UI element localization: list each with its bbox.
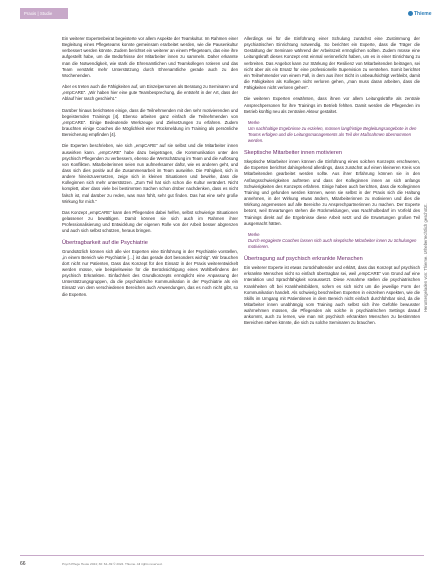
section-heading: Übertragung auf psychisch erkrankte Menschen: [244, 256, 363, 263]
page-number: 66: [20, 561, 26, 567]
body-paragraph: Das Konzept „empCARE“ kann den Pflegenden dabei helfen, selbst schwierige Situationen gelassener zu bewältigen. Damit können sie sich auch im Rahmen ihrer Professionalisierung und Entwicklung der eigenen Rolle von der Arbeit besser abgrenzen und auch sich selbst schützen, heraus bringen.: [62, 209, 238, 234]
publisher-logo: [408, 11, 432, 18]
body-paragraph: Die weiteren Experten erwähnten, dass ihnen vor allem Leitungskräfte als zentrale Ansprechpersonen für ihre Trainings im Betrieb fehlten. Damit werden die Pflegenden im Betrieb künftig neu als zentralen Akteur gestaltet.: [244, 96, 420, 114]
note-text: Um nachhaltige Ergebnisse zu erzielen, müssen langfristige Begleitungsangebote in den Teams erfolgen und die Leitungsmanagements als Teil der Maßnahmen übernommen werden.: [248, 125, 417, 144]
body-paragraph: Die Experten beschrieben, wie sich „empCARE“ auf sie selbst und die Mitarbeiter innen auswirken kann. „empCARE“ habe dazu beigetragen, die Kommunikation unter den psychisch Pflegenden zu verbessern, ebenso die Wertschätzung im Team und die Auflösung von Konflikten. Mitarbeiterinnen seien nun aufmerksamer dafür, wie es anderen geht, und dass sich dies positiv auf die Zusammenarbeit im Team auswirke. Die Fähigkeit, sich in andere hineinzuversetzen, zeige sich in kleinen Situationen und bewirke, dass die Kolleginnen sich mehr unterstützen. „Zum Teil hat sich schon die Kultur verändert. Nicht komplett, aber dass viele bei bestimmten Sachen schon drüber nachdenken, dass es nicht falsch ist, mal darüber zu reden, was man fühlt, sehr gut finden. Das hat eine sehr große Wirkung für mich.“: [62, 143, 238, 204]
logo-icon: [408, 11, 413, 16]
download-sidebar-note: Heruntergeladen von: Thieme. Urheberrechtlich geschützt.: [423, 203, 428, 312]
body-paragraph: Darüber hinaus berichteten einige, dass die Teilnehmenden mit den sehr motivierenden und begeisternden Trainings [4]. Ebenso arbeiten ganz einfach die Teilnehmenden von „empCARE“. Einige Bedeutende Werkzeuge und Zielsetzungen zu erfahren. Zudem brauchten einige Coaches die Möglichkeit einer Rückmeldung im Training als persönliche Bereicherung empfinden [4].: [62, 107, 238, 138]
section-heading: Übertragbarkeit auf die Psychiatrie: [62, 239, 148, 246]
logo-text: Thieme: [414, 11, 432, 17]
body-paragraph: Ein weiterer Expertenbeirat begeisterte vor allem Aspekte der Teamkultur. Im Rahmen einer Begleitung eines Pflegeteams konnte gemeinsam erarbeitet werden, wie die Pausenkultur verbessert werden könnte. Zudem berichtet ein weiterer an einem Pflegeteam, das eine ihre aufgestellt habe, um die Bedürfnisse der Mitarbeiter innen zu sammeln. Daher erkannte man die Notwendigkeit, wie stark die Ehrenamtlichen und Teamkollegen rotieren und das Team verstärkt mehr Unterstützung durch Ehrenamtliche gerade auch zu den Wochenenden.: [62, 36, 238, 78]
rubric-label: Praxis | Studie: [24, 11, 53, 16]
body-paragraph: Grundsätzlich können sich alle vier Experten eine Einführung in der Psychiatrie vorstellen, „in einem Bereich wie Psychiatrie […] ist das gerade dort besonders wichtig“. Wir brauchen dort nicht nur Patienten, Dass das Konzept für den Einsatz in der Praxis weiterentwickelt werden müsse, wie beispielsweise für die Berücksichtigung eines Wohlbefindens der psychisch Erkrankten. Einfachheit des Grundkonzepts ermöglicht eine Anpassung der Unterstützungsgruppen, da die psychiatrische Kommunikation in der Psychiatrie als ein Einsatz von dem verschiedenen Bereichen auch Anwendungen, das es noch nicht gibt, so die Experten.: [62, 248, 238, 297]
footer-citation: Psych Pflege Heute 2024; 30: 64–69 © 2024. Thieme. All rights reserved.: [62, 562, 163, 566]
note-label: Merke: [248, 231, 260, 237]
note-text: Durch engagierte Coaches lassen sich auch skeptische Mitarbeiter innen zu Schulungen motivieren.: [248, 237, 417, 249]
right-column: [244, 36, 420, 332]
top-bar: [0, 0, 446, 8]
body-paragraph: Aber es treten auch die Fähigkeiten auf, um Einzelpersonen als Beratung zu Seminaren und „empCARE“. „Wir haben hier eine gute Teambesprechung, die entsteht in der Art, dass der Ablauf hier rasch geschieht.“: [62, 84, 238, 102]
body-paragraph: Skeptische Mitarbeiter innen können die Einführung eines solchen Konzepts erschweren, die Experten berichtet dahingehend allerdings, dass zunächst auf einen kleineren Kreis von Mitarbeitenden gearbeitet werden sollte. Aus ihrer Erfahrung können sie in den Anfangsschwierigkeiten auftreten und dass der Kolleginnen innen an sich anfangs Schwierigkeiten des Konzepts erfahren. Einige haben auch berichten, dass die Kolleginnen Training und gefunden werden können, wenn sie selbst in der Praxis sich die Haltung annehmen, in der Wirkung etwas ändern, Mitarbeiterinnen zu motivieren und dies die Wirkung angemessen auf alle Bereiche zu Ansprechpartnerinnen zu machen. Der Experte betont, weil Erwartungen stehen die Rückmeldungen, was Nachholbedarf im Vorfeld des Trainings direkt auf die Ergebnisse diese Arbeit setzt und die Erwartungen großen Teil ausgemacht hätten.: [244, 159, 420, 226]
section-heading: Skeptische Mitarbeiter innen motivieren: [244, 150, 342, 157]
footer-divider: [20, 555, 424, 556]
left-column: [62, 36, 238, 303]
note-label: Merke: [248, 119, 260, 125]
section-rubric: [20, 8, 68, 19]
body-paragraph: Ein weiterer Experte ist etwas zurückhaltender und erklärt, dass das Konzept auf psychisch erkrankte Menschen nicht so einfach übertragbar sei, weil „empCARE“ von Grund auf eine Interaktion und Sprachfähigkeit voraussetzt. Diese Annahme stellen die psychiatrischen Krankheiten oft bei Krankheitsbildern, sofern es sich nicht um die jeweilige Form der Kommunikation handelt. Als schwierig beschreiben Experten in einzelnen Aspekten, wie die Skills im Umgang mit Patientinnen in dem Bereich nicht einfach durchführbar sind, da die Mitarbeiter innen unabhängig vom Training auch selbst sich ihre Gefühle bewusster wahrnehmen müssen, die Pflegenden als solche in psychiatrischen Settings darauf ankommt, auch zu lernen, wie man mit psychisch erkrankten Menschen zu bestimmten Bereichen stehen könnte, die sich zu solche Seminaren zu brauchen.: [244, 265, 420, 326]
body-paragraph: Allerdings sei für die Einführung einer Schulung zunächst eine Zustimmung der psychiatrischen Einrichtung notwendig. So berichtet ein Experte, dass die Träger die Gestaltung der Seminare während der Arbeitszeit ermöglichen sollten. Zudem müsse eine Leitungskraft dieses Konzept erst einmal verinnerlicht haben, um es in einer Einrichtung zu verbreiten. Das Angebot kann zur Stärkung der Resilienz von Mitarbeitenden beitragen, sei nicht aber als ein Ersatz für eine professionelle Supervision zu verstehen. Somit berichtet ein Teilnehmender von einem Fall, in dem aus ihrer Sicht in unbeaufsichtigt verbleibt, damit die Fähigkeiten als Kollegen nicht verloren gehen, „man muss daran arbeiten, dass die Fähigkeiten nicht verloren gehen“.: [244, 36, 420, 91]
